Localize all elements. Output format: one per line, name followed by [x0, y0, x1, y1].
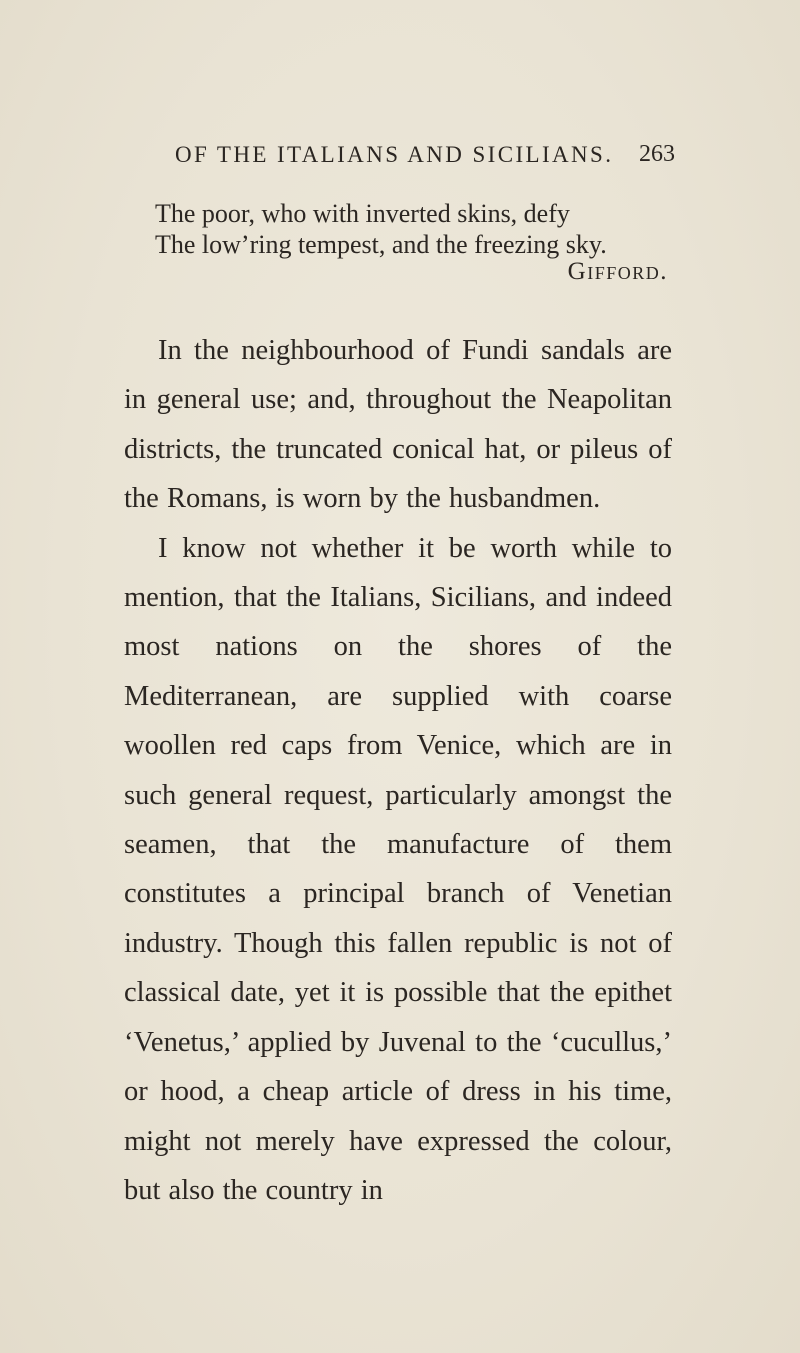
paragraph: In the neighbourhood of Fundi sandals are in general use; and, throughout the Neapolitan districts, the truncated conical hat, or pileus of the Romans, is worn by the husbandmen. [124, 335, 672, 515]
verse-line: The poor, who with inverted skins, defy [155, 199, 570, 228]
verse-quotation [155, 198, 670, 260]
verse-attribution: Gifford. [567, 258, 668, 285]
running-head: OF THE ITALIANS AND SICILIANS. [175, 142, 614, 167]
page-number: 263 [639, 141, 675, 167]
verse-line: The low’ring tempest, and the freezing sky. [155, 230, 607, 259]
body-text [124, 326, 672, 1215]
paragraph: I know not whether it be worth while to mention, that the Italians, Sicilians, and indeed most nations on the shores of the Mediterranean, are supplied with coarse woollen red caps from Venice, which are in such general request, particularly amongst the seamen, that the manufacture of them constitutes a principal branch of Venetian industry. Though this fallen republic is not of classical date, yet it is possible that the epithet ‘Venetus,’ applied by Juvenal to the ‘cucullus,’ or hood, a cheap article of dress in his time, might not merely have expressed the colour, but also the country in [124, 532, 672, 1206]
page-header [175, 142, 675, 182]
